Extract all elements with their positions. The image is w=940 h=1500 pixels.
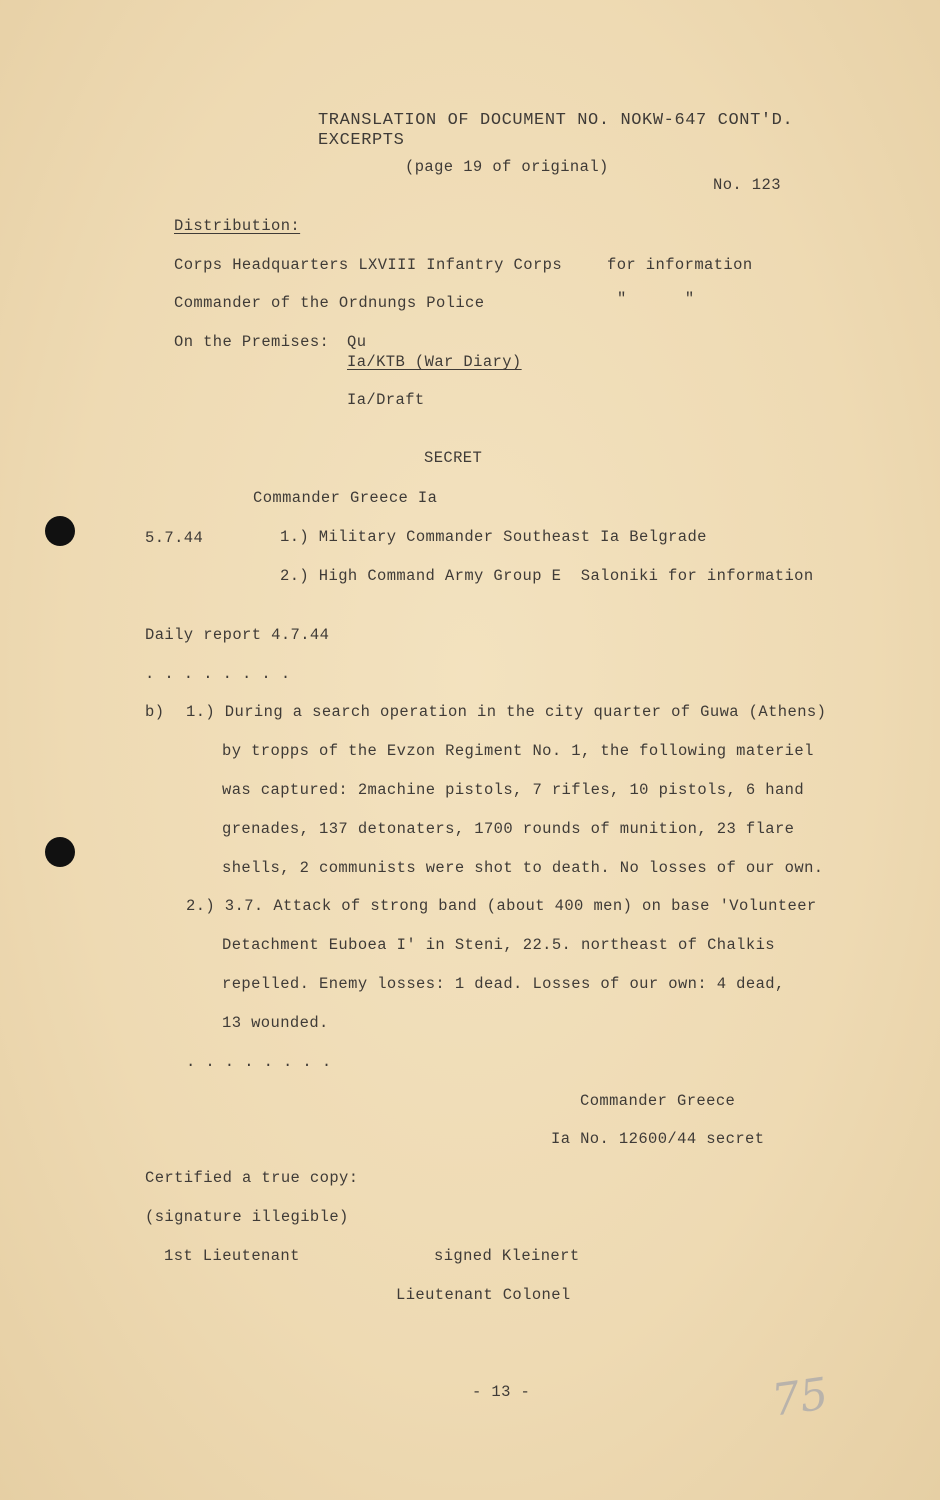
- recipient-1: 1.) Military Commander Southeast Ia Belgrade: [280, 528, 707, 546]
- page-reference: (page 19 of original): [405, 158, 609, 176]
- rank-left: 1st Lieutenant: [164, 1247, 300, 1265]
- body-line: by tropps of the Evzon Regiment No. 1, the following materiel: [222, 742, 814, 760]
- signature-commander: Commander Greece: [580, 1092, 736, 1110]
- page-number: - 13 -: [472, 1383, 531, 1401]
- handwritten-page-number: 75: [768, 1368, 832, 1427]
- body-line: 13 wounded.: [222, 1014, 329, 1032]
- distribution-row-2: Commander of the Ordnungs Police: [174, 294, 485, 312]
- body-line: grenades, 137 detonaters, 1700 rounds of munition, 23 flare: [222, 820, 795, 838]
- body-line: 1.) During a search operation in the city quarter of Guwa (Athens): [186, 703, 827, 721]
- body-line: was captured: 2machine pistols, 7 rifles, 10 pistols, 6 hand: [222, 781, 805, 799]
- section-marker: b): [145, 703, 165, 721]
- ellipsis-dots: . . . . . . . .: [145, 665, 291, 683]
- premises-label: On the Premises:: [174, 333, 330, 351]
- punch-hole: [45, 516, 75, 546]
- certified-copy: Certified a true copy:: [145, 1169, 359, 1187]
- distribution-heading: Distribution:: [174, 217, 301, 235]
- punch-hole: [45, 837, 75, 867]
- signature-illegible: (signature illegible): [145, 1208, 349, 1226]
- header-excerpts: EXCERPTS: [318, 131, 405, 150]
- premises-draft: Ia/Draft: [347, 391, 425, 409]
- sender: Commander Greece Ia: [253, 489, 438, 507]
- signed-name: signed Kleinert: [434, 1247, 580, 1265]
- rank-right: Lieutenant Colonel: [396, 1286, 571, 1304]
- distribution-row-1: Corps Headquarters LXVIII Infantry Corps: [174, 256, 563, 274]
- body-line: shells, 2 communists were shot to death. No losses of our own.: [222, 859, 824, 877]
- distribution-row-2-purpose: " ": [617, 290, 695, 308]
- document-number: No. 123: [713, 176, 781, 194]
- body-line: 2.) 3.7. Attack of strong band (about 400 men) on base 'Volunteer: [186, 897, 817, 915]
- premises-qu: Qu: [347, 333, 367, 351]
- signature-reference: Ia No. 12600/44 secret: [551, 1130, 765, 1148]
- ellipsis-dots: . . . . . . . .: [186, 1053, 332, 1071]
- recipient-2: 2.) High Command Army Group E Saloniki for information: [280, 567, 814, 585]
- classification: SECRET: [424, 449, 483, 467]
- body-line: repelled. Enemy losses: 1 dead. Losses of our own: 4 dead,: [222, 975, 785, 993]
- premises-war-diary: Ia/KTB (War Diary): [347, 353, 522, 371]
- report-title: Daily report 4.7.44: [145, 626, 330, 644]
- distribution-row-1-purpose: for information: [607, 256, 753, 274]
- body-line: Detachment Euboea I' in Steni, 22.5. northeast of Chalkis: [222, 936, 775, 954]
- header-title: TRANSLATION OF DOCUMENT NO. NOKW-647 CONT'D.: [318, 111, 794, 130]
- date: 5.7.44: [145, 529, 204, 547]
